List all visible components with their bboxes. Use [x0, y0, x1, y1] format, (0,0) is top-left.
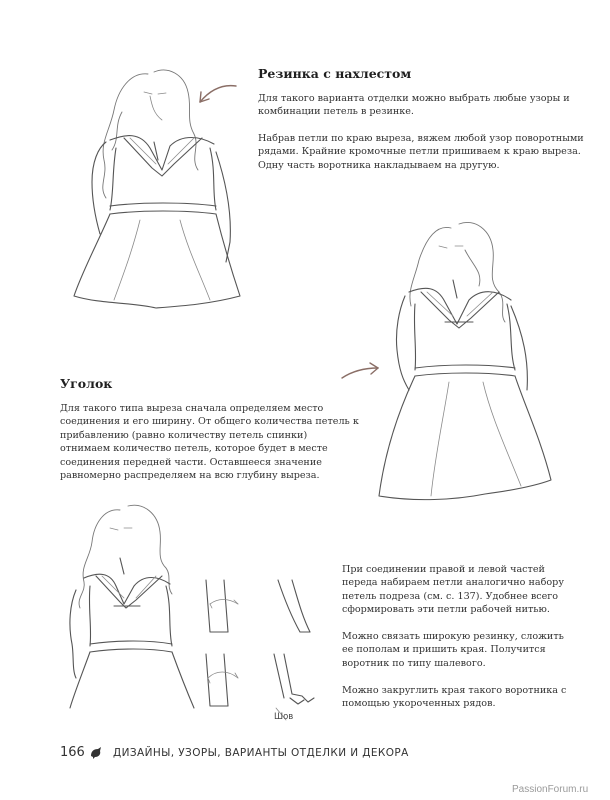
- paragraph: Для такого типа выреза сначала определяем место соединения и его ширину. От общего количества петель к прибавлению (равно количеству петель спинки) отнимаем количество петель, которое будет в месте соединения передней части. Оставшееся значение равномерно распределяем на всю глубину выреза.: [60, 403, 359, 482]
- paragraph: Можно закруглить края такого воротника с помощью укороченных рядов.: [342, 685, 567, 710]
- paragraph: При соединении правой и левой частей переда набираем петли аналогично набору петель подреза (см. с. 137). Удобнее всего сформировать эти петли рабочей нитью.: [342, 564, 564, 616]
- page-number: 166: [60, 745, 85, 760]
- paragraph: Набрав петли по краю выреза, вяжем любой узор поворотными рядами. Крайние кромочные петли пришиваем к краю выреза. Одну часть воротника накладываем на другую.: [258, 133, 584, 171]
- watermark: PassionForum.ru: [512, 784, 589, 795]
- section-heading-corner: Уголок: [60, 376, 113, 391]
- bird-icon: [88, 745, 104, 761]
- technical-sketches: [198, 574, 328, 724]
- chapter-title: ДИЗАЙНЫ, УЗОРЫ, ВАРИАНТЫ ОТДЕЛКИ И ДЕКОРА: [113, 747, 409, 759]
- arrow-icon: [338, 360, 384, 382]
- illustration-figure-bottom: [62, 494, 202, 714]
- seam-label: Шов: [274, 712, 294, 722]
- section-heading-overlap-rib: Резинка с нахлестом: [258, 66, 412, 81]
- arrow-icon: [192, 80, 240, 110]
- illustration-figure-right: [375, 210, 555, 520]
- paragraph: Для такого варианта отделки можно выбрать любые узоры и комбинации петель в резинке.: [258, 93, 570, 118]
- paragraph: Можно связать широкую резинку, сложить ее пополам и пришить края. Получится воротник по типу шалевого.: [342, 631, 564, 669]
